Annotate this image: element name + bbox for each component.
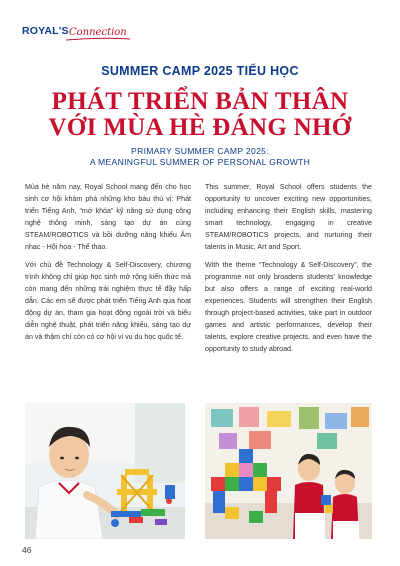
article-headline-line2: VỚI MÙA HÈ ĐÁNG NHỚ bbox=[48, 114, 352, 141]
page-number: 46 bbox=[22, 545, 32, 555]
vietnamese-column bbox=[25, 181, 191, 348]
en-paragraph-2: With the theme “Technology & Self-Discovery”, the programme not only broadens students’ knowledge but also offers a range of exciting real-world experiences. Students will strengthen their English through project-based activities, take part in outdoor games and artistic performances, develop their talents, explore creative projects, and even have the opportunity to study abroad. bbox=[205, 260, 372, 354]
logo-connection-text: Connection bbox=[69, 27, 127, 38]
english-column bbox=[205, 181, 372, 360]
logo-royal-text: ROYAL'S bbox=[22, 25, 69, 37]
logo-swoosh bbox=[66, 37, 130, 41]
en-paragraph-1: This summer, Royal School offers students the opportunity to uncover exciting new opportunities, including enhancing their English skills, mastering smart technology, engaging in creative STEAM/ROBOTICS projects, and nurturing their talents in Music, Art and Sport. bbox=[205, 183, 372, 252]
article-subtitle-line2: A MEANINGFUL SUMMER OF PERSONAL GROWTH bbox=[89, 157, 311, 167]
vi-paragraph-1: Mùa hè năm nay, Royal School mang đến cho học sinh cơ hội khám phá những kho báu thú vị: Phát triển Tiếng Anh, “mở khóa” kỹ năng sử dụng công nghệ thông minh, sáng tạo dự án cùng STEAM/ROBOTICS và bồi dưỡng năng khiếu Âm nhạc - Hội họa - Thể thao. bbox=[25, 183, 191, 252]
vi-paragraph-2: Với chủ đề Technology & Self-Discovery, chương trình không chỉ giúp học sinh mở rộng kiến thức mà còn mang đến những trải nghiệm thực tế đầy hấp dẫn. Các em sẽ được phát triển Tiếng Anh qua hoạt động dự án, tham gia hoạt động ngoài trời và biểu diễn nghệ thuật, phát triển năng khiếu, sáng tạo dự án và thậm chí còn có cơ hội vi vu du học quốc tế. bbox=[25, 260, 191, 342]
photo-boy-building-blocks bbox=[25, 403, 185, 539]
photo-students-colorful-cubes bbox=[205, 403, 372, 539]
article-eyebrow: SUMMER CAMP 2025 TIỂU HỌC bbox=[101, 64, 299, 78]
article-subtitle-line1: PRIMARY SUMMER CAMP 2025: bbox=[131, 146, 269, 156]
article-headline-line1: PHÁT TRIỂN BẢN THÂN bbox=[51, 88, 349, 115]
